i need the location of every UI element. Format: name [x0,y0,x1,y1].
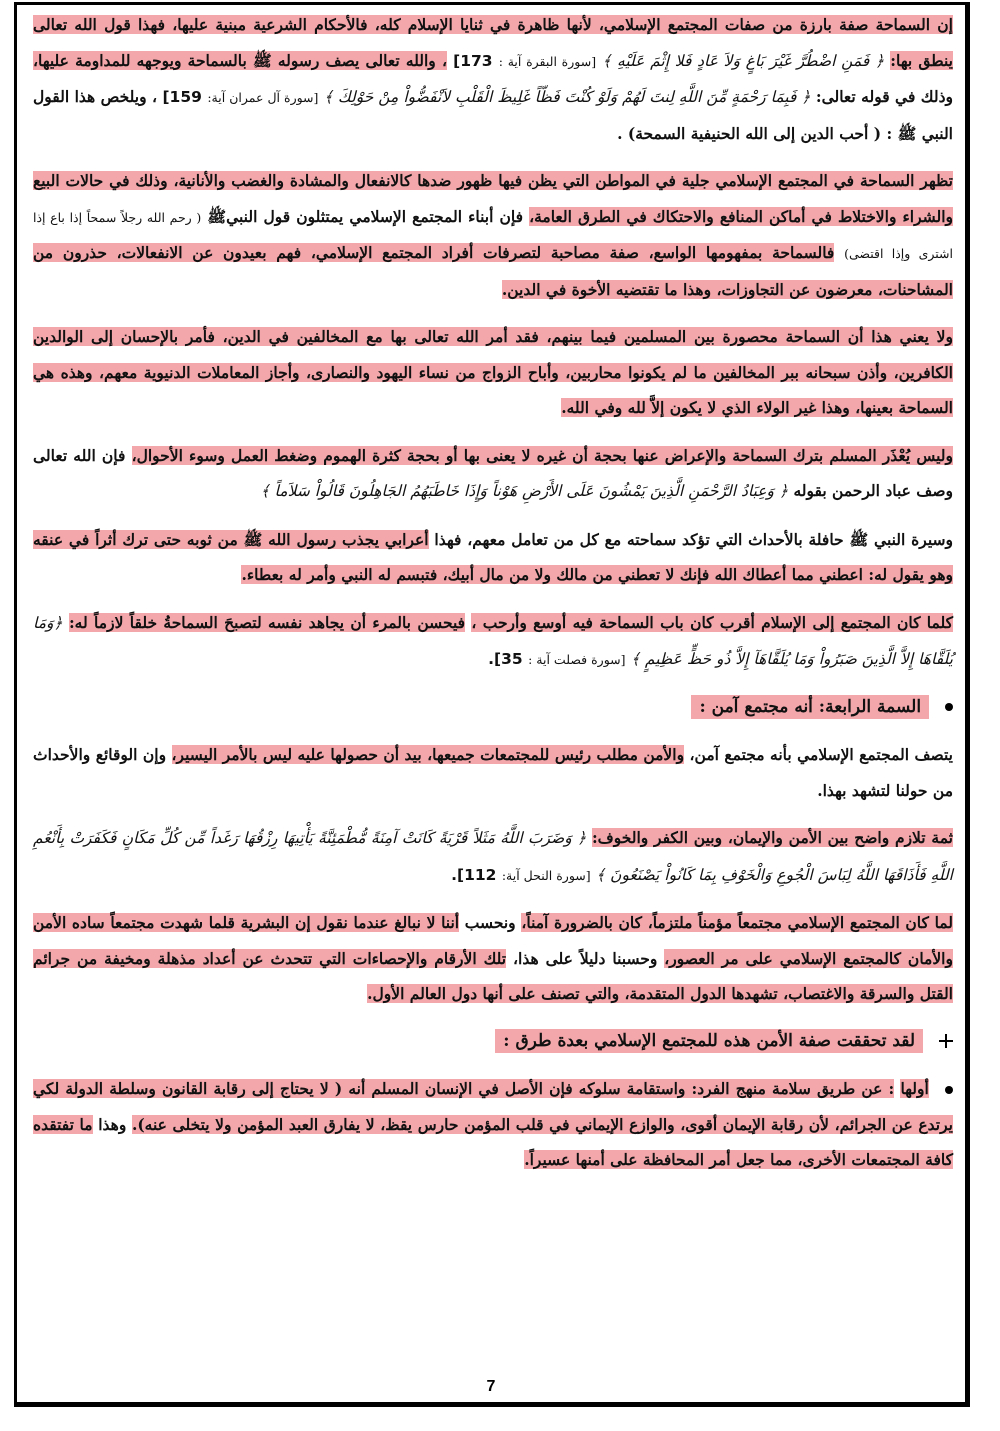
verse-reference: [سورة البقرة آية : [498,53,597,69]
text: أننا لا نبالغ عندما نقول إن البشرية قلما شهدت مجتمعاً ساده الأمن والأمان كالمجتمع الإسلامي على مر العصور، [33,913,953,968]
text: كلما كان المجتمع إلى الإسلام أقرب كان باب السماحة فيه أوسع وأرحب ، [471,612,953,632]
bullet-icon [945,703,953,711]
quran-verse: ﴿وَمَا يُلَقَّاهَا إِلاَّ الَّذِينَ صَبَرُواْ وَمَا يُلَقَّاهَآ إِلاَّ ذُو حَظٍّ عَظِيمٍ ﴾ [33,613,953,668]
section-heading-security-ways [33,1024,953,1060]
paragraph-tolerance-intro [33,7,953,151]
text: وإن الوقائع والأحداث من حولنا لتشهد بهذا. [33,745,953,800]
text: وذلك في قوله تعالى: [815,87,953,106]
paragraph-no-excuse [33,438,953,510]
verse-reference: [سورة آل عمران آية: [207,90,319,105]
text: فالسماحة بمفهومها الواسع، صفة مصاحبة لتصرفات أفراد المجتمع الإسلامي، فهم بعيدون عن الانفعالات، حذرون من المشاحنات، معرضون عن التجاوزات، وهذا ما تقتضيه الأخوة في الدين. [33,243,953,299]
page-number: 7 [486,1378,496,1395]
text: يتصف المجتمع الإسلامي بأنه مجتمع آمن، [689,745,953,764]
text: وسيرة النبي ﷺ حافلة بالأحداث التي تؤكد سماحته مع كل من تعامل معهم، فهذا [434,529,953,549]
text: ولا يعني هذا أن السماحة محصورة بين المسلمين فيما بينهم، فقد أمر الله تعالى بها مع المخالفين في الدين، فأمر بالإحسان إلى الوالدين الكافرين، وأذن سبحانه ببر المخالفين ما لم يكونوا محاربين، وأباح الزواج من نساء اليهود والنصارى، وأجاز المعاملات الدنيوية معهم، وهذه هي السماحة بعينها، وهذا غير الولاء الذي لا يكون إلاَّ لله وفي الله. [33,327,953,417]
text: : عن طريق سلامة منهج الفرد: واستقامة سلوكه فإن الأصل في الإنسان المسلم أنه ( لا يحتاج إلى رقابة القانون وسلطة الدولة لكي يرتدع عن الجرائم، لأن رقابة الإيمان أقوى، والوازع الإيماني في قلب المؤمن حارس يقظ، لا يفارق العبد المؤمن ولا يتخلى عنه). [33,1079,953,1134]
heading-text: السمة الرابعة: أنه مجتمع آمن : [691,695,929,719]
paragraph-first-way [33,1071,953,1178]
verse-number: 112]. [451,865,497,884]
paragraph-security-faith [33,820,953,893]
text: والأمن مطلب رئيس للمجتمعات جميعها، بيد أن حصولها عليه ليس بالأمر اليسير، [171,745,685,764]
verse-number: 159] [162,88,202,106]
text: أعرابي يجذب رسول الله ﷺ من ثوبه حتى ترك أثراً في عنقه وهو يقول له: اعطني مما أعطاك الله فإنك لا تعطني من مالك ولا من مال أبيك، فتبسم له النبي وأمر له بعطاء. [33,529,953,584]
verse-reference: [سورة النحل آية: [501,867,591,883]
page-frame [14,2,970,1407]
text: وليس يُعْذَر المسلم بترك السماحة والإعراض عنها بحجة أن غيره لا يعنى بها أو بحجة كثرة الهموم وضغط العمل وسوء الأحوال، [131,445,953,465]
paragraph-tolerance-non-muslims [33,319,953,426]
text: فإن أبناء المجتمع الإسلامي يمتثلون قول النبيﷺ [207,206,523,226]
text: ونحسب [464,913,516,932]
list-lead: أولها [900,1079,929,1098]
verse-number: 35]. [488,650,523,668]
heading-text: لقد تحققت صفة الأمن هذه للمجتمع الإسلامي بعدة طرق : [495,1029,923,1053]
verse-number: 173] [453,51,493,70]
text: تلك الأرقام والإحصاءات التي تتحدث عن أعداد مذهلة ومخيفة من جرائم القتل والسرقة والاغتصاب، تشهدها الدول المتقدمة، والتي تصنف على أنها دول العالم الأول. [33,948,953,1003]
hadith-quote: ( رحم الله رجلاً سمحاً إذا باع إذا اشترى وإذا اقتضى) [33,209,953,261]
text: وحسبنا دليلاً على هذا، [513,948,658,968]
text: ثمة تلازم واضح بين الأمن والإيمان، وبين الكفر والخوف: [591,828,953,847]
text: فيحسن بالمرء أن يجاهد نفسه لتصبحَ السماحةُ خلقاً لازماً له: [68,612,466,632]
paragraph-tolerance-manifest [33,163,953,307]
four-point-star-icon [939,1034,953,1048]
text: ما تفتقده كافة المجتمعات الأخرى، مما جعل أمر المحافظة على أمنها عسيراً. [33,1114,953,1169]
text: تظهر السماحة في المجتمع الإسلامي جلية في المواطن التي يظن فيها ظهور ضدها كالانفعال والمشادة والغضب والأنانية، وذلك في حالات البيع والشراء والاختلاط في أماكن المنافع والاحتكاك في الطرق العامة، [33,171,954,226]
text: فإن الله تعالى وصف عباد الرحمن بقوله [33,445,953,500]
paragraph-islamic-security [33,905,953,1012]
document-body [33,7,953,1190]
text: إن السماحة صفة بارزة من صفات المجتمع الإسلامي، لأنها ظاهرة في ثنايا الإسلام كله، فالأحكام الشرعية مبنية عليها، فهذا قول الله تعالى ينطق بها: [33,15,953,70]
quran-verse: ﴿ فَبِمَا رَحْمَةٍ مِّنَ اللَّهِ لِنتَ لَهُمْ وَلَوْ كُنْتَ فَظّاً غَلِيظَ الْقَلْبِ لاَنْفَضُّواْ مِنْ حَوْلِكَ ﴾ [323,88,811,106]
paragraph-safe-society [33,737,953,808]
bullet-icon [945,1086,953,1094]
text: ، والله تعالى يصف رسوله ﷺ بالسماحة ويوجهه للمداومة عليها، [33,50,447,70]
text: وهذا [98,1114,127,1134]
quran-verse: ﴿ وَضَرَبَ اللَّهُ مَثَلاً قَرْيَةً كَانَتْ آمِنَةً مُّطْمَئِنَّةً يَأْتِيهَا رِزْقُهَا رَغَداً مِّن كُلِّ مَكَانٍ فَكَفَرَتْ بِأَنْعُمِ اللَّهِ فَأَذَاقَهَا اللَّهُ لِبَاسَ الْجُوعِ وَالْخَوْفِ بِمَا كَانُواْ يَصْنَعُونَ ﴾ [33,829,953,884]
quran-verse: ﴿ فَمَنِ اضْطُرَّ غَيْرَ بَاغٍ وَلاَ عَادٍ فَلا إِثْمَ عَلَيْهِ ﴾ [602,51,885,70]
paragraph-prophet-biography [33,522,953,593]
quran-verse: ﴿ وَعِبَادُ الرَّحْمَنِ الَّذِينَ يَمْشُونَ عَلَى الأَرْضِ هَوْناً وَإِذَا خَاطَبَهُمُ الجَاهِلُونَ قَالُواْ سَلاَماً ﴾ [260,482,789,500]
text: لما كان المجتمع الإسلامي مجتمعاً مؤمناً ملتزماً، كان بالضرورة آمناً، [521,913,953,932]
text: ، ويلخص هذا القول النبي ﷺ : ( أحب الدين إلى الله الحنيفية السمحة) . [33,87,953,143]
verse-reference: [سورة فصلت آية : [528,652,626,667]
paragraph-closer-to-islam [33,605,953,678]
section-heading-fourth-trait [33,690,953,726]
